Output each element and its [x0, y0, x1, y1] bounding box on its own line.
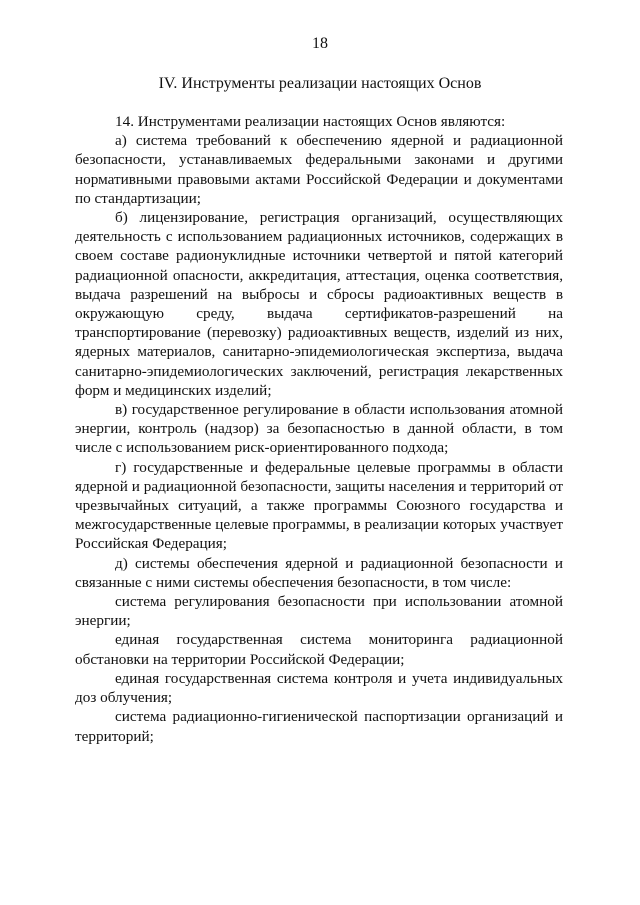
- paragraph-item-v: в) государственное регулирование в области использования атомной энергии, контроль (надзор) за безопасностью в данной области, в том числе с использованием риск-ориентированного подхода;: [75, 401, 563, 457]
- section-title: IV. Инструменты реализации настоящих Основ: [158, 75, 482, 92]
- page-number: 18: [312, 35, 328, 52]
- paragraph-subitem-passportization: система радиационно-гигиенической паспортизации организаций и территорий;: [75, 708, 563, 745]
- paragraph-subitem-regulation: система регулирования безопасности при использовании атомной энергии;: [75, 593, 563, 630]
- paragraph-item-g: г) государственные и федеральные целевые программы в области ядерной и радиационной безопасности, защиты населения и территорий от чрезвычайных ситуаций, а также программы Союзного государства и межгосударственные целевые программы, в реализации которых участвует Российская Федерация;: [75, 458, 563, 553]
- paragraph-subitem-monitoring: единая государственная система мониторинга радиационной обстановки на территории Российской Федерации;: [75, 631, 563, 668]
- paragraph-subitem-dose-control: единая государственная система контроля и учета индивидуальных доз облучения;: [75, 669, 563, 707]
- paragraph-intro: 14. Инструментами реализации настоящих Основ являются:: [115, 113, 506, 130]
- paragraph-item-b: б) лицензирование, регистрация организаций, осуществляющих деятельность с использованием радиационных источников, содержащих в своем составе радионуклидные источники четвертой и пятой категорий радиационной опасности, аккредитация, аттестация, оценка соответствия, выдача разрешений на выбросы и сбросы радиоактивных веществ в окружающую среду, выдача сертификатов-разрешений на транспортирование (перевозку) радиоактивных веществ, изделий из них, ядерных материалов, санитарно-эпидемиологическая экспертиза, выдача санитарно-эпидемиологических заключений, регистрация лекарственных форм и медицинских изделий;: [75, 209, 563, 399]
- paragraph-item-d: д) системы обеспечения ядерной и радиационной безопасности и связанные с ними системы обеспечения безопасности, в том числе:: [75, 554, 563, 591]
- body-text: [75, 112, 563, 746]
- paragraph-item-a: а) система требований к обеспечению ядерной и радиационной безопасности, устанавливаемых федеральными законами и другими нормативными правовыми актами Российской Федерации и документами по стандартизации;: [75, 132, 563, 207]
